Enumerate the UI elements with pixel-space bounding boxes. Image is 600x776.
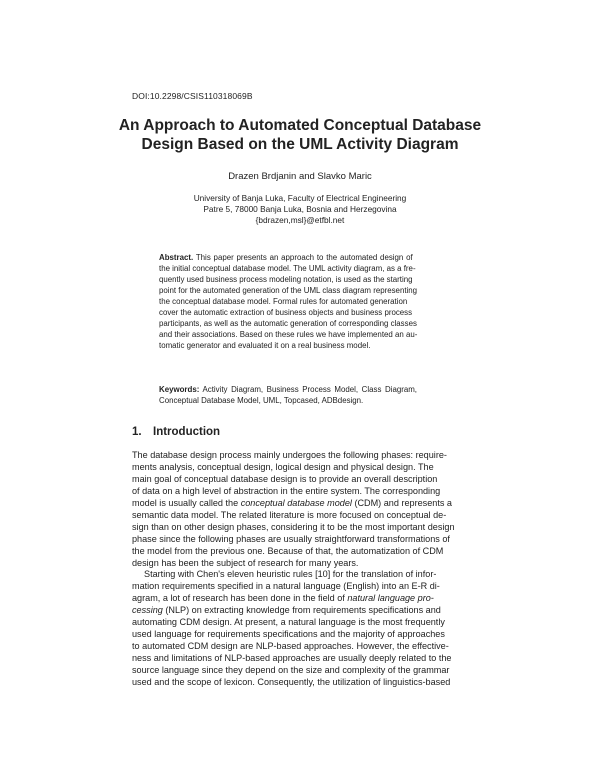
body-line: to automated CDM design are NLP-based approaches. However, the effective- bbox=[132, 641, 449, 651]
abstract-line: and their associations. Based on these rules we have implemented an au- bbox=[159, 330, 418, 339]
abstract-line: tomatic generator and evaluated it on a real business model. bbox=[159, 341, 371, 350]
body-line: of data on a high level of abstraction in the entire system. The corresponding bbox=[132, 486, 441, 496]
abstract-line: cover the automatic extraction of business objects and business process bbox=[159, 308, 413, 317]
section-title: Introduction bbox=[153, 426, 221, 438]
keywords-label: Keywords: bbox=[159, 385, 200, 394]
paper-title-line-2: Design Based on the UML Activity Diagram bbox=[141, 136, 459, 153]
abstract-label: Abstract. bbox=[159, 253, 194, 262]
body-line bbox=[132, 497, 468, 509]
affiliation-line-2: Patre 5, 78000 Banja Luka, Bosnia and Herzegovina bbox=[203, 204, 397, 214]
body-text: agram, a lot of research has been done in the field of bbox=[132, 593, 348, 603]
body-line bbox=[132, 604, 468, 616]
body-line: used and the scope of lexicon. Consequently, the utilization of linguistics-based bbox=[132, 677, 451, 687]
body-line bbox=[132, 592, 468, 604]
body-line: phase since the following phases are usually straightforward transformations of bbox=[132, 534, 450, 544]
body-line: main goal of conceptual database design is to provide an overall description bbox=[132, 474, 438, 484]
section-heading bbox=[132, 426, 220, 438]
abstract-line: participants, as well as the automatic generation of corresponding classes bbox=[159, 319, 417, 328]
body-line: ness and limitations of NLP-based approaches are usually deeply related to the bbox=[132, 653, 452, 663]
doi-identifier: DOI:10.2298/CSIS110318069B bbox=[132, 91, 253, 101]
abstract-line: point for the automated generation of the UML class diagram representing bbox=[159, 286, 418, 295]
abstract-line: the conceptual database model. Formal rules for automated generation bbox=[159, 297, 408, 306]
body-line: sign than on other design phases, considering it to be the most important design bbox=[132, 522, 455, 532]
body-emphasis: conceptual database model bbox=[240, 498, 352, 508]
body-line: semantic data model. The related literature is more focused on conceptual de- bbox=[132, 510, 447, 520]
body-emphasis: natural language pro- bbox=[347, 593, 434, 603]
body-line: Starting with Chen's eleven heuristic rules [10] for the translation of infor- bbox=[144, 569, 437, 579]
body-line: automating CDM design. At present, a natural language is the most frequently bbox=[132, 617, 445, 627]
abstract-line: quently used business process modeling notation, is used as the starting bbox=[159, 275, 413, 284]
body-emphasis: cessing bbox=[132, 605, 163, 615]
body-line: design has been the subject of research for many years. bbox=[132, 558, 359, 568]
affiliation-line-1: University of Banja Luka, Faculty of Electrical Engineering bbox=[193, 193, 407, 203]
body-line: ments analysis, conceptual design, logical design and physical design. The bbox=[132, 462, 434, 472]
body-line: used language for requirements specifications and the majority of approaches bbox=[132, 629, 445, 639]
body-line: source language since they depend on the size and complexity of the grammar bbox=[132, 665, 450, 675]
abstract-text: This paper presents an approach to the automated design of bbox=[193, 253, 413, 262]
body-text: (NLP) on extracting knowledge from requirements specifications and bbox=[162, 605, 441, 615]
keywords-line bbox=[159, 384, 441, 395]
section-number: 1. bbox=[132, 426, 142, 438]
affiliation-email: {bdrazen,msl}@etfbl.net bbox=[255, 215, 345, 225]
paper-title-line-1: An Approach to Automated Conceptual Database bbox=[118, 117, 482, 134]
body-line: mation requirements specified in a natural language (English) into an E-R di- bbox=[132, 581, 440, 591]
body-text: (CDM) and represents a bbox=[351, 498, 452, 508]
keywords-line: Conceptual Database Model, UML, Topcased, ADBdesign. bbox=[159, 396, 364, 405]
body-line: the model from the previous one. Because of that, the automatization of CDM bbox=[132, 546, 444, 556]
body-text: model is usually called the bbox=[132, 498, 241, 508]
keywords-text: Activity Diagram, Business Process Model, Class Diagram, bbox=[199, 385, 417, 394]
body-line: The database design process mainly undergoes the following phases: require- bbox=[132, 450, 447, 460]
abstract-line bbox=[159, 252, 441, 263]
paper-authors: Drazen Brdjanin and Slavko Maric bbox=[228, 171, 372, 182]
abstract-line: the initial conceptual database model. The UML activity diagram, as a fre- bbox=[159, 264, 416, 273]
